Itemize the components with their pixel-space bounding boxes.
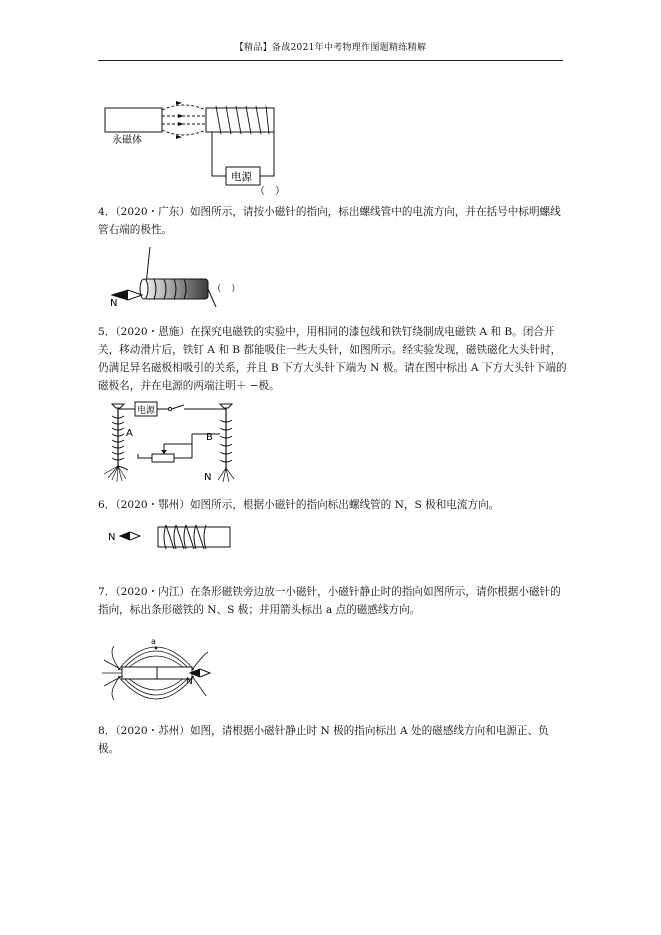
page-header: 【精品】备战2021年中考物理作图题精练精解 [234,43,427,53]
needle-n-label: N [108,532,116,543]
figure-q5-electromagnets [98,398,238,488]
power-label: 电源 [137,406,156,416]
question-8: 8．（2020・苏州）如图，请根据小磁针静止时 N 极的指向标出 A 处的磁感线方向和电源正、负极。 [98,725,549,755]
switch-lever [172,405,185,409]
point-a [155,647,158,650]
answer-bracket: （ ） [255,186,285,197]
field-arrows [162,105,206,135]
answer-bracket: （ ） [212,284,241,295]
power-label: 电源 [231,171,252,183]
pins-b [218,468,234,482]
figure-q4-solenoid [108,245,248,310]
slider-arrow [161,450,167,454]
solenoid-coil [164,525,206,549]
label-n: N [204,472,212,483]
magnet-label: 永磁体 [112,135,142,146]
label-a: A [126,428,133,439]
figure-magnet-solenoid [98,92,298,197]
switch-contact [168,407,171,410]
electromagnet-a [104,404,126,482]
needle-n-label: N [186,677,193,687]
electromagnet-b [218,404,234,482]
question-6: 6．（2020・鄂州）如图所示，根据小磁针的指向标出螺线管的 N，S 极和电流方向。 [98,499,500,511]
solenoid-coil [216,106,269,134]
needle-n-label: N [110,298,118,309]
circuit-wire [174,434,192,458]
pins-a [104,466,126,482]
question-4: 4．（2020・广东）如图所示，请按小磁针的指向，标出螺线管中的电流方向，并在括号中标明螺线管右端的极性。 [98,206,561,236]
figure-q7-bar-magnet [98,626,218,718]
label-b: B [206,432,213,443]
permanent-magnet [105,108,162,132]
figure-q6-solenoid [108,522,248,554]
question-7: 7．（2020・内江）在条形磁铁旁边放一小磁针，小磁针静止时的指向如图所示，请你根据小磁针的指向，标出条形磁铁的 N、S 极；并用箭头标出 a 点的磁感线方向。 [98,586,561,616]
header-divider [98,60,563,61]
circuit-wire [212,132,226,176]
point-a-label: a [151,637,156,646]
question-5: 5．（2020・恩施）在探究电磁铁的实验中，用相同的漆包线和铁钉绕制成电磁铁 A 和 B。闭合开关，移动滑片后，铁钉 A 和 B 都能吸住一些大头针，如图所示。经实验发现，磁铁磁化大头针时，仍满足异名磁极相吸引的关系，并且 B 下方大头针下端为 N 极。请在图中标出 A 下方大头针下端的磁极名，并在电源的两端注明＋ −极。 [98,326,567,392]
rheostat [152,454,174,462]
